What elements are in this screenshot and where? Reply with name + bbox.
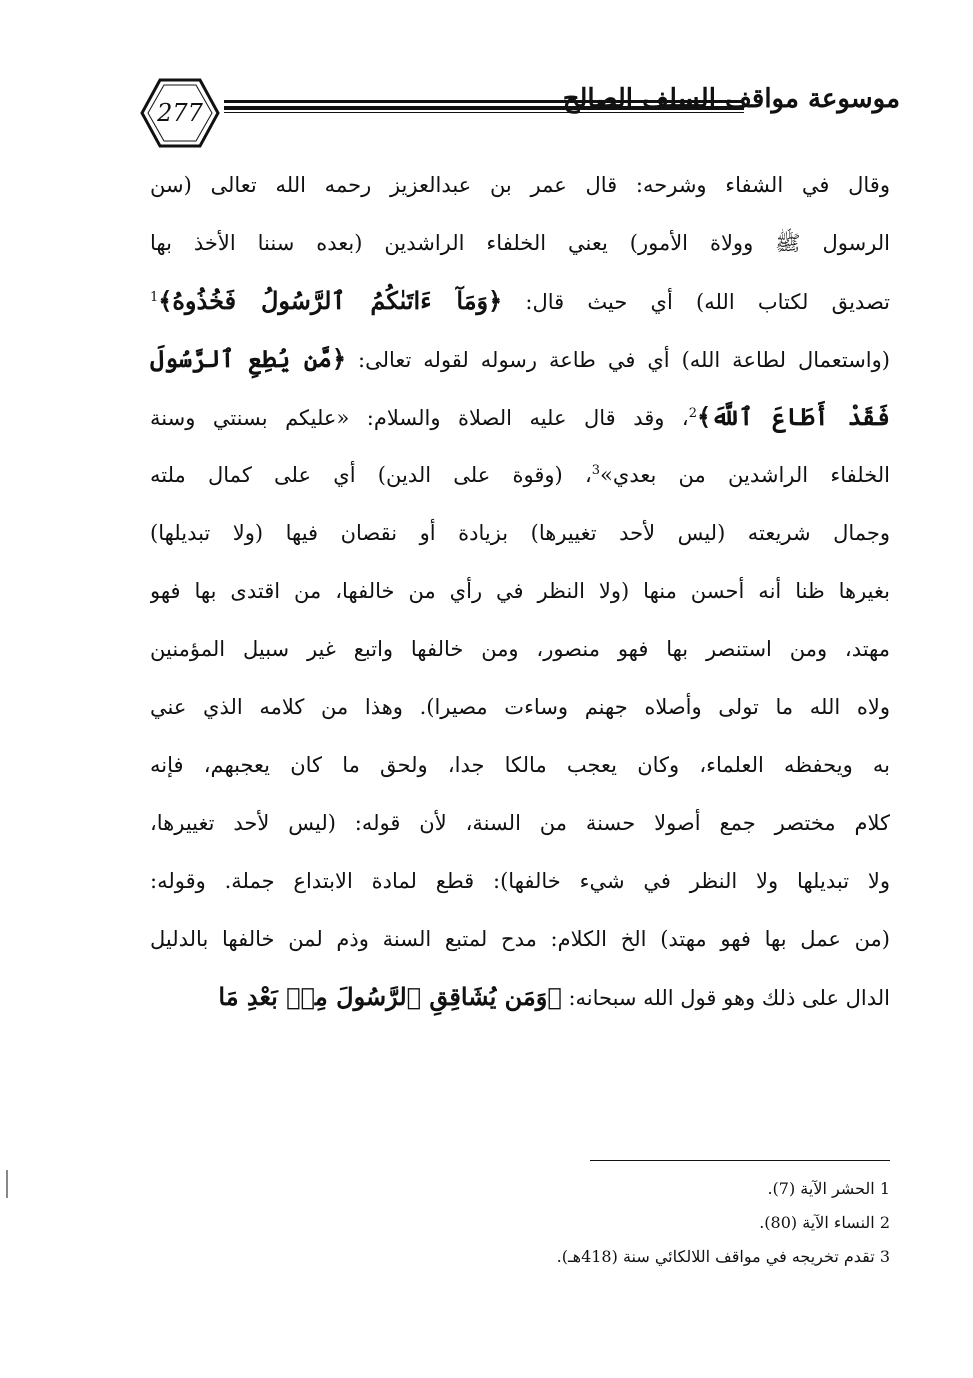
- text-line: [150, 910, 890, 968]
- quran-verse: ﴿وَمَن يُشَاقِقِ ٱلرَّسُولَ مِنۢ بَعْدِ مَا: [218, 982, 562, 1011]
- text-line: [150, 330, 890, 388]
- text-span: ولاه الله ما تولى وأصلاه جهنم وساءت مصيرا). وهذا من كلامه الذي عني: [150, 695, 890, 719]
- text-line: [150, 968, 890, 1026]
- text-span: (من عمل بها فهو مهتد) الخ الكلام: مدح لمتبع السنة وذم لمن خالفها بالدليل: [150, 927, 890, 951]
- text-line: [150, 214, 890, 272]
- text-span: ، وقد قال عليه الصلاة والسلام: «عليكم بسنتي وسنة: [150, 406, 689, 430]
- text-span: ، (وقوة على الدين) أي على كمال ملته: [150, 463, 592, 487]
- footnote-1: 1 الحشر الآية (7).: [767, 1179, 890, 1198]
- text-line: [150, 794, 890, 852]
- quran-verse: فَقَدْ أَطَاعَ ٱللَّهَ﴾: [696, 402, 890, 431]
- text-line: [150, 678, 890, 736]
- text-line: [150, 562, 890, 620]
- text-span: كلام مختصر جمع أصولا حسنة من السنة، لأن قوله: (ليس لأحد تغييرها،: [150, 811, 890, 835]
- text-line: [150, 156, 890, 214]
- text-span: (واستعمال لطاعة الله) أي في طاعة رسوله لقوله تعالى:: [346, 348, 890, 372]
- quran-verse: ﴿مَّن يُطِعِ ٱلرَّسُولَ: [150, 344, 347, 373]
- text-line: [150, 272, 890, 330]
- quran-verse: ﴿وَمَآ ءَاتَىٰكُمُ ٱلرَّسُولُ فَخُذُوهُ﴾: [158, 286, 503, 315]
- text-line: [150, 504, 890, 562]
- page-number: 277: [157, 99, 203, 127]
- text-span: الخلفاء الراشدين من بعدي»: [600, 463, 890, 487]
- text-line: [150, 736, 890, 794]
- text-span: مهتد، ومن استنصر بها فهو منصور، ومن خالفها واتبع غير سبيل المؤمنين: [150, 637, 890, 661]
- text-line: [150, 620, 890, 678]
- text-span: ولا تبديلها ولا النظر في شيء خالفها): قطع لمادة الابتداع جملة. وقوله:: [150, 869, 890, 893]
- text-span: تصديق لكتاب الله) أي حيث قال:: [502, 290, 890, 314]
- footnote-3: 3 تقدم تخريجه في مواقف اللالكائي سنة (418هـ).: [556, 1247, 890, 1266]
- page-number-badge: [140, 78, 220, 148]
- footnote-ref: 2: [688, 406, 697, 421]
- main-text: [150, 156, 890, 1026]
- text-span: بغيرها ظنا أنه أحسن منها (ولا النظر في رأي من خالفها، من اقتدى بها فهو: [150, 579, 890, 603]
- text-span: الرسول ﷺ وولاة الأمور) يعني الخلفاء الراشدين (بعده سننا الأخذ بها: [150, 231, 890, 255]
- text-span: وقال في الشفاء وشرحه: قال عمر بن عبدالعزيز رحمه الله تعالى (سن: [150, 173, 890, 197]
- footnote-ref: 3: [591, 463, 601, 478]
- text-line: [150, 446, 890, 504]
- scan-artifact: [6, 1170, 8, 1198]
- text-line: [150, 852, 890, 910]
- text-span: الدال على ذلك وهو قول الله سبحانه:: [561, 986, 890, 1010]
- footnote-ref: 1: [150, 290, 159, 305]
- footnotes: [450, 1172, 890, 1274]
- text-span: وجمال شريعته (ليس لأحد تغييرها) بزيادة أو نقصان فيها (ولا تبديلها): [150, 521, 890, 545]
- page-header: [140, 78, 900, 148]
- text-span: به ويحفظه العلماء، وكان يعجب مالكا جدا، ولحق ما كان يعجبهم، فإنه: [150, 753, 890, 777]
- footnote-2: 2 النساء الآية (80).: [759, 1213, 890, 1232]
- text-line: [150, 388, 890, 446]
- book-title: موسوعة مواقف السلف الصالح: [562, 84, 900, 114]
- footnote-divider: [590, 1160, 890, 1161]
